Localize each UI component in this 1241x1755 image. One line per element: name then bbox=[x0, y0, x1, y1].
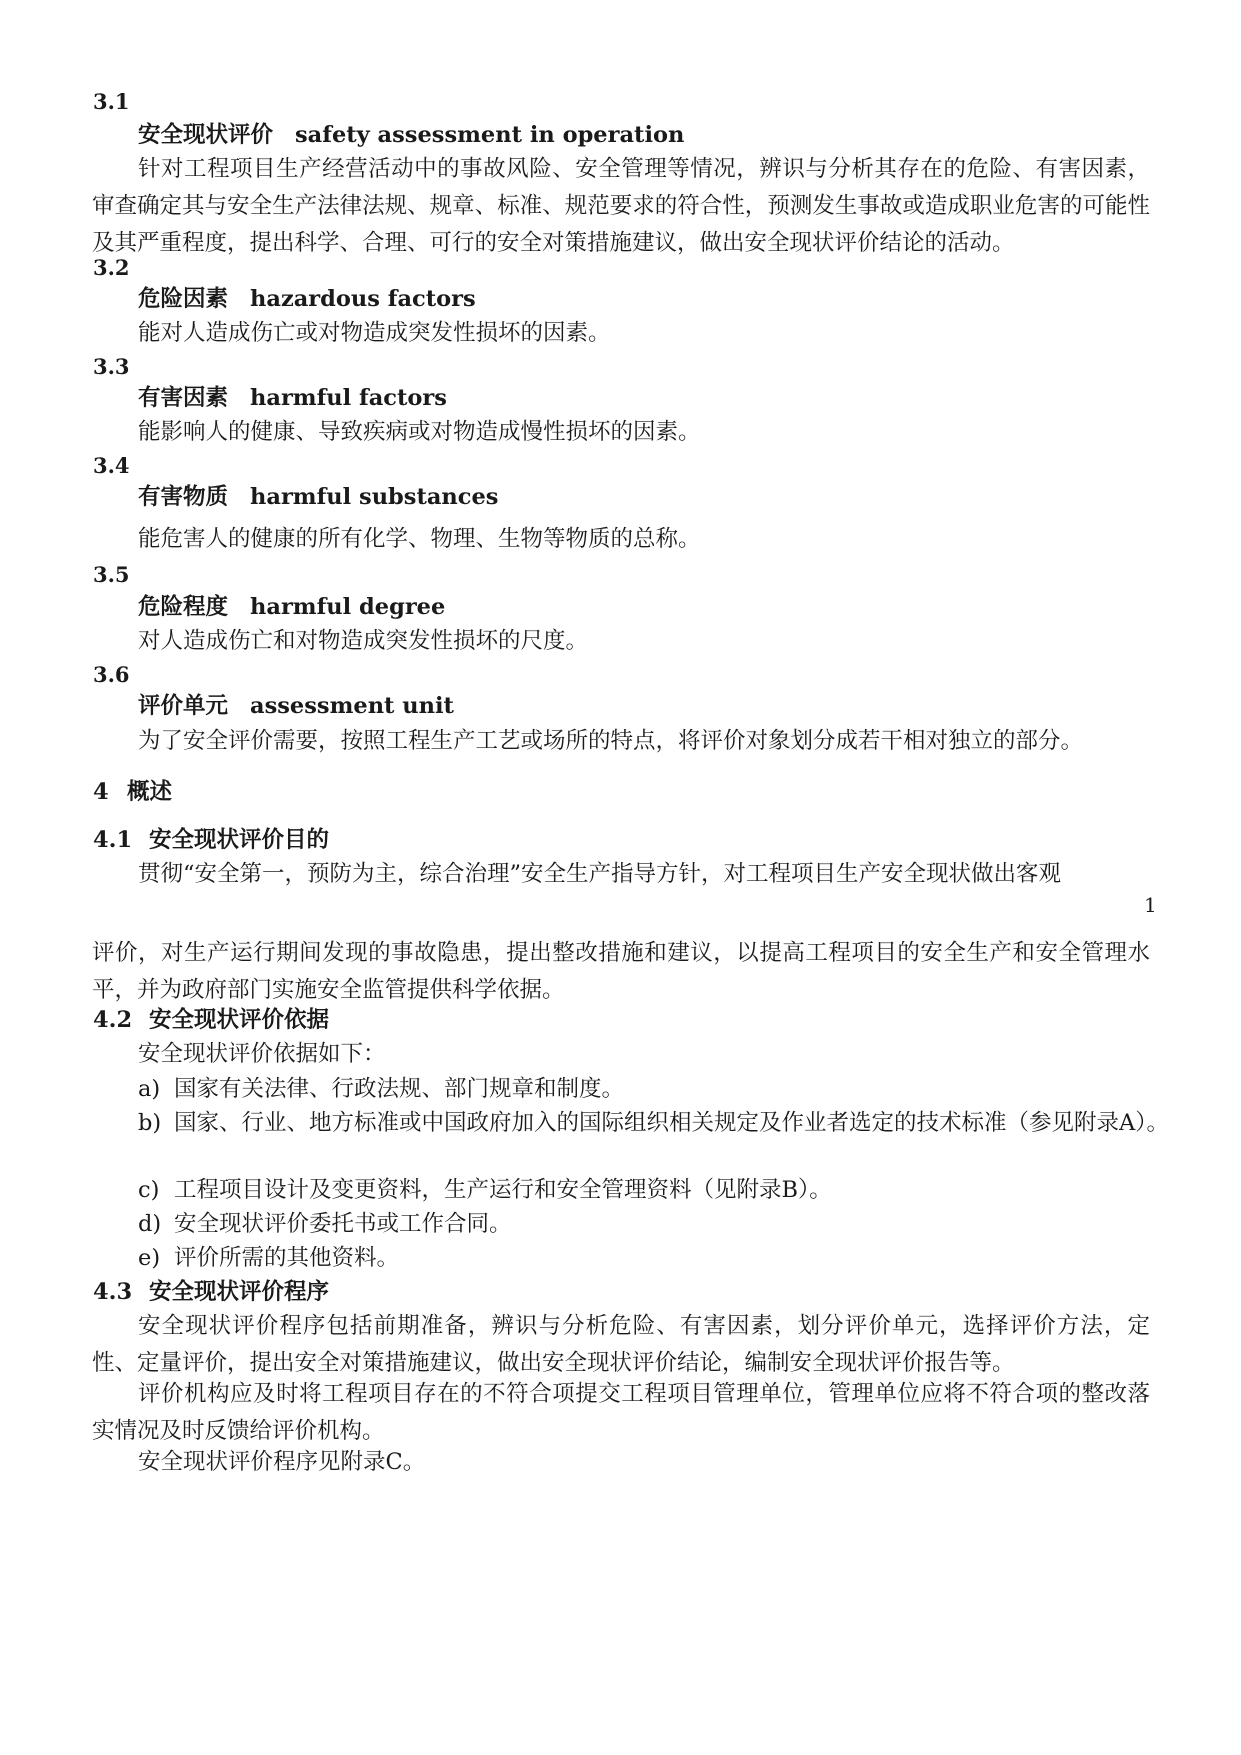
term-en: harmful degree bbox=[250, 594, 446, 620]
term-en: harmful factors bbox=[250, 385, 447, 411]
list-marker: d) bbox=[138, 1211, 162, 1237]
subsection-title: 安全现状评价依据 bbox=[149, 1007, 330, 1033]
term-en: safety assessment in operation bbox=[295, 122, 685, 148]
section-heading bbox=[93, 774, 172, 811]
term-zh: 安全现状评价 bbox=[138, 122, 274, 148]
term-definition: 为了安全评价需要，按照工程生产工艺或场所的特点，将评价对象划分成若干相对独立的部分。 bbox=[138, 728, 1084, 754]
subsection-number: 4.2 bbox=[93, 1007, 133, 1033]
paragraph: 安全现状评价依据如下： bbox=[138, 1041, 386, 1067]
section-title: 概述 bbox=[127, 779, 173, 805]
paragraph: 评价，对生产运行期间发现的事故隐患，提出整改措施和建议，以提高工程项目的安全生产和安全管理水平，并为政府部门实施安全监管提供科学依据。 bbox=[92, 940, 1150, 1003]
term-definition: 对人造成伤亡和对物造成突发性损坏的尺度。 bbox=[138, 628, 589, 654]
list-item bbox=[138, 1172, 1190, 1209]
list-marker: b) bbox=[138, 1110, 162, 1136]
subsection-heading bbox=[93, 822, 329, 859]
list-text: 安全现状评价委托书或工作合同。 bbox=[174, 1211, 512, 1237]
term-zh: 有害物质 bbox=[138, 484, 229, 510]
term-zh: 评价单元 bbox=[138, 693, 229, 719]
term-heading bbox=[138, 380, 447, 417]
term-number: 3.3 bbox=[93, 354, 130, 379]
subsection-title: 安全现状评价程序 bbox=[149, 1279, 330, 1305]
list-marker: e) bbox=[138, 1245, 161, 1271]
term-heading bbox=[138, 479, 498, 516]
list-text: 国家、行业、地方标准或中国政府加入的国际组织相关规定及作业者选定的技术标准（参见附录A）。 bbox=[174, 1110, 1170, 1136]
page-number: 1 bbox=[1144, 893, 1157, 917]
paragraph: 安全现状评价程序包括前期准备，辨识与分析危险、有害因素，划分评价单元，选择评价方法，定性、定量评价，提出安全对策措施建议，做出安全现状评价结论，编制安全现状评价报告等。 bbox=[92, 1313, 1150, 1376]
paragraph: 评价机构应及时将工程项目存在的不符合项提交工程项目管理单位，管理单位应将不符合项的整改落实情况及时反馈给评价机构。 bbox=[92, 1381, 1150, 1444]
term-zh: 危险因素 bbox=[138, 286, 229, 312]
term-heading bbox=[138, 117, 684, 154]
list-item bbox=[138, 1240, 1190, 1277]
list-item bbox=[138, 1105, 1190, 1142]
list-text: 工程项目设计及变更资料，生产运行和安全管理资料（见附录B）。 bbox=[174, 1177, 832, 1203]
term-heading bbox=[138, 281, 476, 318]
list-text: 国家有关法律、行政法规、部门规章和制度。 bbox=[174, 1076, 625, 1102]
term-en: assessment unit bbox=[250, 693, 454, 719]
term-number: 3.5 bbox=[93, 562, 130, 587]
term-definition: 针对工程项目生产经营活动中的事故风险、安全管理等情况，辨识与分析其存在的危险、有害因素，审查确定其与安全生产法律法规、规章、标准、规范要求的符合性，预测发生事故或造成职业危害的可能性及其严重程度，提出科学、合理、可行的安全对策措施建议，做出安全现状评价结论的活动。 bbox=[92, 156, 1150, 256]
paragraph: 贯彻“安全第一，预防为主，综合治理”安全生产指导方针，对工程项目生产安全现状做出客观 bbox=[138, 861, 1062, 887]
paragraph: 安全现状评价程序见附录C。 bbox=[138, 1449, 426, 1475]
subsection-title: 安全现状评价目的 bbox=[149, 827, 330, 853]
list-item bbox=[138, 1206, 1190, 1243]
term-heading bbox=[138, 589, 445, 626]
list-text: 评价所需的其他资料。 bbox=[174, 1245, 400, 1271]
section-number: 4 bbox=[93, 779, 109, 805]
term-heading bbox=[138, 688, 454, 725]
term-definition: 能对人造成伤亡或对物造成突发性损坏的因素。 bbox=[138, 320, 611, 346]
term-zh: 有害因素 bbox=[138, 385, 229, 411]
subsection-number: 4.3 bbox=[93, 1279, 133, 1305]
term-number: 3.2 bbox=[93, 255, 130, 280]
term-number: 3.1 bbox=[93, 89, 130, 114]
subsection-number: 4.1 bbox=[93, 827, 133, 853]
subsection-heading bbox=[93, 1274, 329, 1311]
term-en: hazardous factors bbox=[250, 286, 476, 312]
list-marker: c) bbox=[138, 1177, 160, 1203]
term-number: 3.4 bbox=[93, 453, 130, 478]
term-en: harmful substances bbox=[250, 484, 499, 510]
list-item bbox=[138, 1071, 1190, 1108]
term-definition: 能影响人的健康、导致疾病或对物造成慢性损坏的因素。 bbox=[138, 419, 701, 445]
subsection-heading bbox=[93, 1002, 329, 1039]
term-definition: 能危害人的健康的所有化学、物理、生物等物质的总称。 bbox=[138, 526, 701, 552]
list-marker: a) bbox=[138, 1076, 161, 1102]
term-number: 3.6 bbox=[93, 662, 130, 687]
term-zh: 危险程度 bbox=[138, 594, 229, 620]
